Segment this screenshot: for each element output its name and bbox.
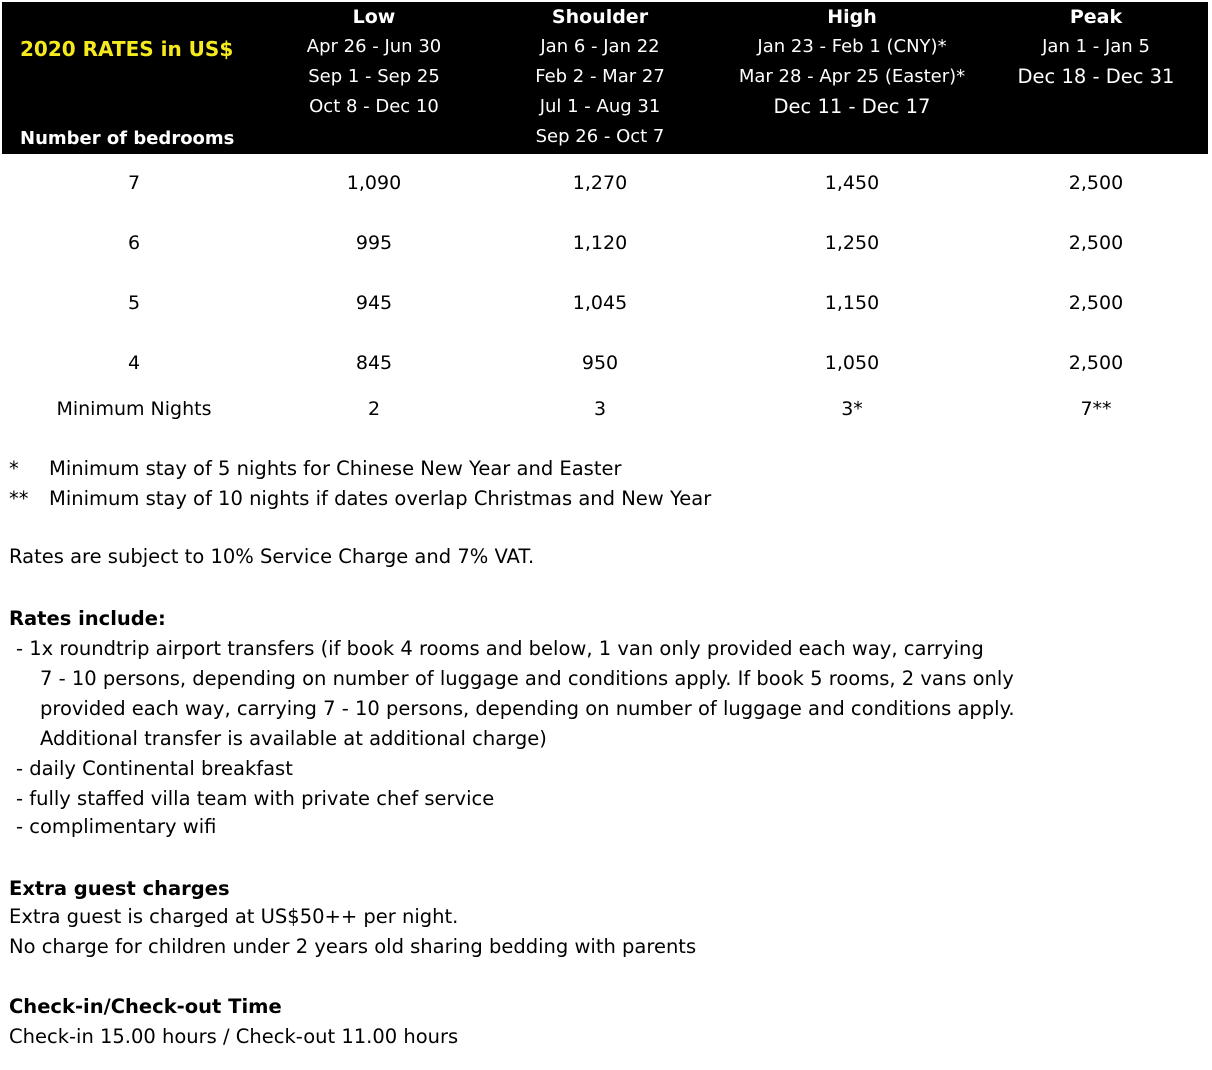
extra-guest-line: No charge for children under 2 years old sharing bedding with parents bbox=[9, 935, 697, 958]
includes-line: - daily Continental breakfast bbox=[16, 757, 293, 780]
peak-rate-cell: 2,500 bbox=[1068, 172, 1124, 194]
includes-line: - fully staffed villa team with private chef service bbox=[16, 787, 495, 810]
low-rate-cell: 845 bbox=[355, 352, 393, 374]
low-rate-cell: 945 bbox=[355, 292, 393, 314]
peak-rate-cell: 2,500 bbox=[1068, 232, 1124, 254]
shoulder-rate-cell: 1,270 bbox=[572, 172, 628, 194]
bedrooms-column-label: Number of bedrooms bbox=[20, 128, 235, 149]
includes-line: 7 - 10 persons, depending on number of luggage and conditions apply. If book 5 rooms, 2 vans only bbox=[40, 667, 1014, 690]
season-date-range: Apr 26 - Jun 30 bbox=[306, 36, 442, 57]
bedrooms-cell: 6 bbox=[127, 232, 141, 254]
peak-min-nights-cell: 7** bbox=[1080, 398, 1112, 420]
season-date-range: Jul 1 - Aug 31 bbox=[539, 96, 661, 117]
charges-note: Rates are subject to 10% Service Charge and 7% VAT. bbox=[9, 545, 535, 568]
rates-include-heading: Rates include: bbox=[9, 607, 166, 630]
season-date-range: Dec 18 - Dec 31 bbox=[1017, 65, 1175, 88]
shoulder-min-nights-cell: 3 bbox=[593, 398, 607, 420]
season-column-high bbox=[702, 2, 1002, 122]
includes-line: - complimentary wifi bbox=[16, 815, 217, 838]
table-row bbox=[0, 288, 1212, 318]
bedrooms-cell: 7 bbox=[127, 172, 141, 194]
season-column-low bbox=[274, 2, 474, 122]
checkin-heading: Check-in/Check-out Time bbox=[9, 995, 282, 1018]
season-name: Low bbox=[352, 6, 396, 28]
season-date-range: Dec 11 - Dec 17 bbox=[773, 95, 931, 118]
includes-line: Additional transfer is available at additional charge) bbox=[40, 727, 547, 750]
peak-rate-cell: 2,500 bbox=[1068, 292, 1124, 314]
bedrooms-cell: 5 bbox=[127, 292, 141, 314]
table-row bbox=[0, 168, 1212, 198]
shoulder-rate-cell: 1,120 bbox=[572, 232, 628, 254]
extra-guest-heading: Extra guest charges bbox=[9, 877, 230, 900]
minimum-nights-row bbox=[0, 394, 1212, 424]
checkin-text: Check-in 15.00 hours / Check-out 11.00 hours bbox=[9, 1025, 459, 1048]
shoulder-rate-cell: 950 bbox=[581, 352, 619, 374]
season-name: High bbox=[827, 6, 877, 28]
bedrooms-cell: 4 bbox=[127, 352, 141, 374]
season-date-range: Jan 23 - Feb 1 (CNY)* bbox=[757, 36, 947, 57]
season-name: Shoulder bbox=[551, 6, 649, 28]
high-rate-cell: 1,050 bbox=[824, 352, 880, 374]
high-rate-cell: 1,250 bbox=[824, 232, 880, 254]
low-min-nights-cell: 2 bbox=[367, 398, 381, 420]
season-date-range: Jan 1 - Jan 5 bbox=[1042, 36, 1150, 57]
high-min-nights-cell: 3* bbox=[841, 398, 863, 420]
season-date-range: Oct 8 - Dec 10 bbox=[309, 96, 439, 117]
season-date-range: Sep 26 - Oct 7 bbox=[535, 126, 665, 147]
footnote bbox=[9, 454, 621, 484]
table-row bbox=[0, 228, 1212, 258]
includes-line: provided each way, carrying 7 - 10 persons, depending on number of luggage and conditions apply. bbox=[40, 697, 1015, 720]
season-date-range: Mar 28 - Apr 25 (Easter)* bbox=[738, 66, 966, 87]
table-row bbox=[0, 348, 1212, 378]
season-column-peak bbox=[996, 2, 1196, 92]
low-rate-cell: 995 bbox=[355, 232, 393, 254]
peak-rate-cell: 2,500 bbox=[1068, 352, 1124, 374]
season-date-range: Feb 2 - Mar 27 bbox=[535, 66, 665, 87]
footnote bbox=[9, 484, 711, 514]
footnote-mark: * bbox=[9, 457, 19, 480]
includes-line: - 1x roundtrip airport transfers (if book 4 rooms and below, 1 van only provided each way, carrying bbox=[16, 637, 984, 660]
footnote-text: Minimum stay of 10 nights if dates overlap Christmas and New Year bbox=[49, 487, 712, 510]
low-rate-cell: 1,090 bbox=[346, 172, 402, 194]
footnote-mark: ** bbox=[9, 487, 29, 510]
footnote-text: Minimum stay of 5 nights for Chinese New Year and Easter bbox=[49, 457, 622, 480]
minimum-nights-label: Minimum Nights bbox=[56, 398, 212, 420]
high-rate-cell: 1,450 bbox=[824, 172, 880, 194]
season-date-range: Sep 1 - Sep 25 bbox=[308, 66, 440, 87]
season-column-shoulder bbox=[500, 2, 700, 152]
season-date-range: Jan 6 - Jan 22 bbox=[540, 36, 660, 57]
high-rate-cell: 1,150 bbox=[824, 292, 880, 314]
rates-title: 2020 RATES in US$ bbox=[20, 37, 234, 61]
shoulder-rate-cell: 1,045 bbox=[572, 292, 628, 314]
rates-table-header bbox=[2, 2, 1208, 154]
season-name: Peak bbox=[1069, 6, 1123, 28]
extra-guest-line: Extra guest is charged at US$50++ per night. bbox=[9, 905, 459, 928]
